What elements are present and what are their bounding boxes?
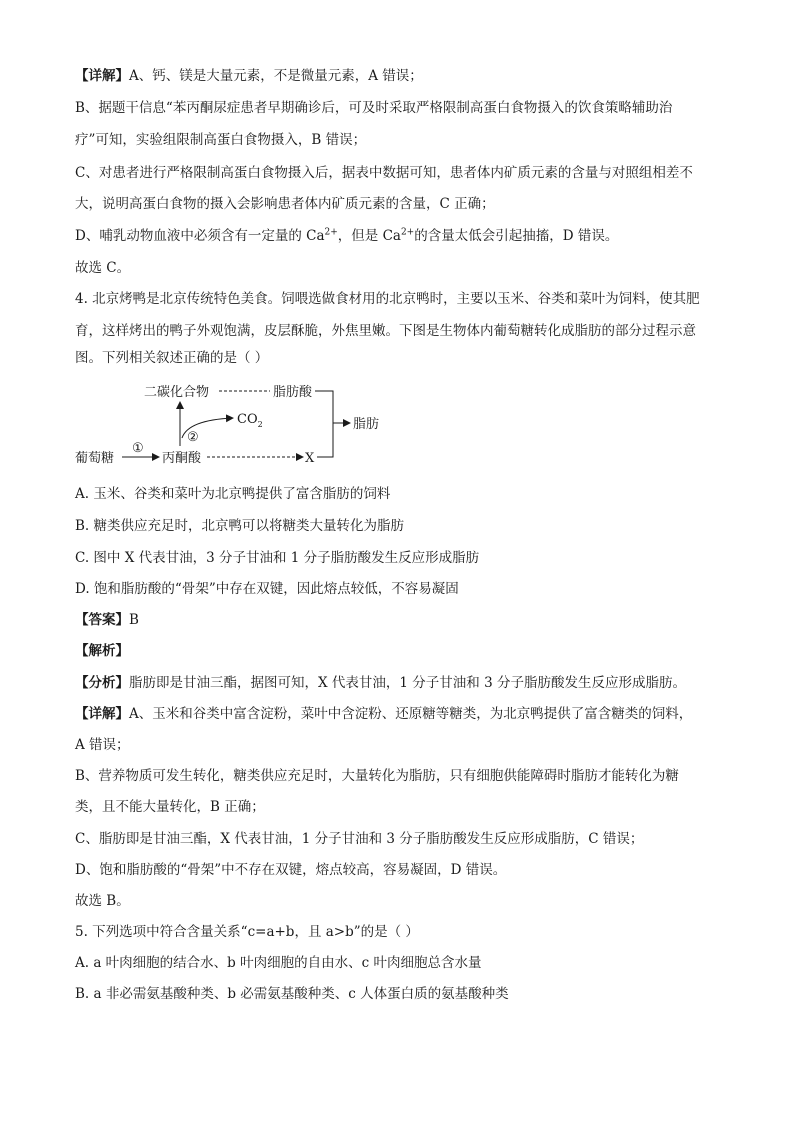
text-line: [75, 891, 130, 911]
text-segment: 脂肪即是甘油三酯，据图可知，X 代表甘油，1 分子甘油和 3 分子脂肪酸发生反应形成脂肪。: [129, 675, 686, 691]
text-line: [75, 579, 459, 599]
section-label: 【解析】: [75, 643, 129, 659]
label-step1: ①: [132, 441, 144, 456]
text-segment: 2+: [324, 227, 338, 238]
text-line: [75, 98, 672, 118]
text-segment: 类，且不能大量转化，B 正确；: [75, 799, 265, 815]
text-line: [75, 922, 419, 942]
text-line: [75, 548, 479, 568]
text-segment: 故选 B。: [75, 893, 130, 909]
text-line: [75, 226, 618, 246]
label-x: X: [305, 451, 315, 466]
text-segment: 4. 北京烤鸭是北京传统特色美食。饲喂选做食材用的北京鸭时，主要以玉米、谷类和菜叶为饲料，使其肥: [75, 291, 700, 307]
text-segment: 疗”可知，实验组限制高蛋白食物摄入，B 错误；: [75, 132, 367, 148]
section-label: 【答案】: [75, 612, 129, 628]
text-segment: D、饱和脂肪酸的“骨架”中不存在双键，熔点较高，容易凝固，D 错误。: [75, 862, 507, 878]
text-segment: A 错误；: [75, 737, 130, 753]
label-fat: 脂肪: [353, 417, 380, 432]
text-segment: C、对患者进行严格限制高蛋白食物摄入后，据表中数据可知，患者体内矿质元素的含量与对照组相差不: [75, 165, 693, 181]
text-line: [75, 289, 700, 309]
text-line: [75, 735, 130, 755]
text-line: [75, 348, 268, 368]
label-fatty-acid: 脂肪酸: [273, 385, 313, 400]
text-segment: D、哺乳动物血液中必须含有一定量的 Ca: [75, 228, 325, 244]
text-line: [75, 673, 686, 693]
text-segment: 大，说明高蛋白食物的摄入会影响患者体内矿质元素的含量，C 正确；: [75, 196, 495, 212]
text-segment: 5. 下列选项中符合含量关系“c=a+b，且 a>b”的是（ ）: [75, 924, 419, 940]
section-label: 【分析】: [75, 675, 129, 691]
text-segment: B、营养物质可发生转化，糖类供应充足时，大量转化为脂肪，只有细胞供能障碍时脂肪才能转化为糖: [75, 768, 679, 784]
label-co2: $CO_2$: [237, 412, 263, 429]
text-line: [75, 163, 693, 183]
label-pyruvate: 丙酮酸: [162, 451, 202, 466]
text-line: [75, 766, 679, 786]
text-segment: B、据题干信息“苯丙酮尿症患者早期确诊后，可及时采取严格限制高蛋白食物摄入的饮食策略辅助治: [75, 100, 673, 116]
text-segment: C. 图中 X 代表甘油，3 分子甘油和 1 分子脂肪酸发生反应形成脂肪: [75, 550, 480, 566]
text-segment: ，但是 Ca: [337, 228, 401, 244]
text-line: [75, 984, 509, 1004]
text-segment: A、玉米和谷类中富含淀粉，菜叶中含淀粉、还原糖等糖类，为北京鸭提供了富含糖类的饲料，: [129, 706, 693, 722]
section-label: 【详解】: [75, 68, 129, 84]
text-line: [75, 194, 495, 214]
text-segment: 育，这样烤出的鸭子外观饱满，皮层酥脆，外焦里嫩。下图是生物体内葡萄糖转化成脂肪的部分过程示意: [75, 323, 696, 339]
text-line: [75, 860, 506, 880]
text-line: [75, 484, 390, 504]
label-glucose: 葡萄糖: [75, 451, 115, 466]
text-line: [75, 130, 366, 150]
text-line: [75, 953, 481, 973]
text-segment: B. a 非必需氨基酸种类、b 必需氨基酸种类、c 人体蛋白质的氨基酸种类: [75, 986, 509, 1002]
section-label: 【详解】: [75, 706, 129, 722]
text-segment: D. 饱和脂肪酸的“骨架”中存在双键，因此熔点较低，不容易凝固: [75, 581, 459, 597]
text-segment: A、钙、镁是大量元素，不是微量元素，A 错误；: [129, 68, 423, 84]
text-line: [75, 66, 423, 86]
text-segment: C、脂肪即是甘油三酯，X 代表甘油，1 分子甘油和 3 分子脂肪酸发生反应形成脂肪，C 错误；: [75, 831, 644, 847]
text-segment: 故选 C。: [75, 260, 131, 276]
text-segment: 图。下列相关叙述正确的是（ ）: [75, 350, 269, 366]
text-line: [75, 321, 696, 341]
text-line: [75, 641, 129, 661]
text-line: [75, 704, 692, 724]
text-segment: A. a 叶肉细胞的结合水、b 叶肉细胞的自由水、c 叶肉细胞总含水量: [75, 955, 482, 971]
label-step2: ②: [187, 430, 199, 445]
text-segment: B: [129, 612, 139, 628]
text-line: [75, 516, 404, 536]
text-segment: 的含量太低会引起抽搐，D 错误。: [414, 228, 619, 244]
glucose-to-fat-diagram: [70, 376, 400, 476]
text-segment: 2+: [400, 227, 415, 238]
label-compound: 二碳化合物: [144, 385, 210, 400]
text-segment: B. 糖类供应充足时，北京鸭可以将糖类大量转化为脂肪: [75, 518, 405, 534]
text-line: [75, 258, 130, 278]
text-line: [75, 829, 643, 849]
bracket-line: [315, 391, 333, 457]
text-segment: A. 玉米、谷类和菜叶为北京鸭提供了富含脂肪的饲料: [75, 486, 391, 502]
text-line: [75, 797, 265, 817]
text-line: [75, 610, 139, 630]
